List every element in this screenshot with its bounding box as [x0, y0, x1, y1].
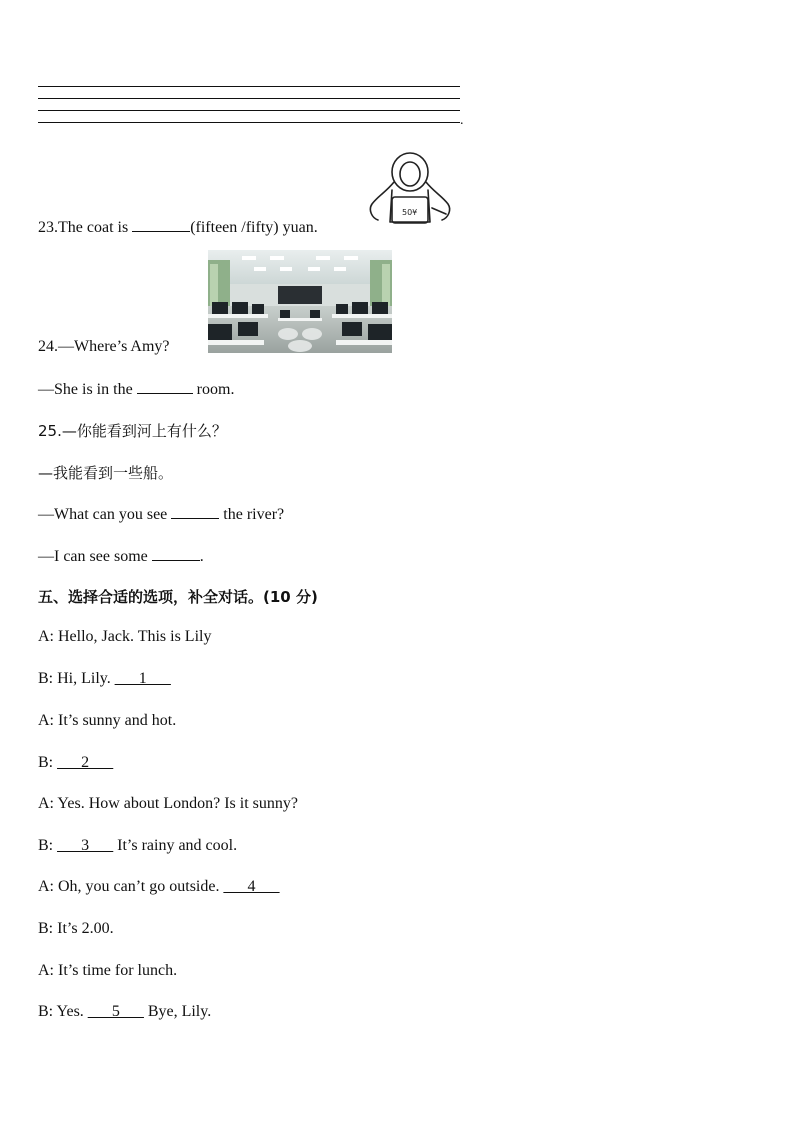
dialogue-line: B: ___3___ It’s rainy and cool. [38, 837, 238, 854]
question-25-chinese-a: —我能看到一些船。 [38, 464, 174, 482]
answer-line-1 [38, 86, 460, 87]
dialogue-line: A: It’s sunny and hot. [38, 712, 177, 729]
dialogue-line: B: Yes. ___5___ Bye, Lily. [38, 1003, 212, 1020]
dialogue-line: A: Yes. How about London? Is it sunny? [38, 795, 298, 812]
dialogue-line: A: It’s time for lunch. [38, 962, 178, 979]
dialogue-line: A: Hello, Jack. This is Lily [38, 628, 212, 645]
dialogue-line: B: Hi, Lily. ___1___ [38, 670, 171, 687]
q25-blank-2[interactable] [152, 546, 200, 561]
answer-line-period: . [460, 113, 464, 128]
dialogue-line: B: ___2___ [38, 754, 114, 771]
blank-5[interactable]: ___5___ [87, 1003, 144, 1020]
question-24: 24.—Where’s Amy? [38, 338, 170, 355]
coat-sweater-image [366, 150, 454, 232]
question-23: 23.The coat is (fifteen /fifty) yuan. [38, 219, 318, 236]
question-25-english-q: —What can you see the river? [38, 506, 285, 523]
answer-line-3 [38, 110, 460, 111]
blank-4[interactable]: ___4___ [223, 878, 280, 895]
dialogue-line: A: Oh, you can’t go outside. ___4___ [38, 878, 280, 895]
answer-line-2 [38, 98, 460, 99]
question-24-answer: —She is in the room. [38, 381, 235, 398]
blank-3[interactable]: ___3___ [57, 837, 114, 854]
blank-1[interactable]: ___1___ [114, 670, 171, 687]
price-tag-label: 50¥ [402, 208, 418, 217]
section-5-title: 五、选择合适的选项，补全对话。(10 分) [38, 588, 318, 606]
q25-blank-1[interactable] [171, 504, 219, 519]
computer-room-image [208, 250, 392, 353]
question-25-chinese-q: 25.—你能看到河上有什么？ [38, 422, 227, 440]
q24-blank[interactable] [137, 379, 193, 394]
q23-blank[interactable] [132, 217, 190, 232]
answer-line-4 [38, 122, 460, 123]
question-25-english-a: —I can see some . [38, 548, 204, 565]
dialogue-line: B: It’s 2.00. [38, 920, 114, 937]
blank-2[interactable]: ___2___ [57, 754, 114, 771]
